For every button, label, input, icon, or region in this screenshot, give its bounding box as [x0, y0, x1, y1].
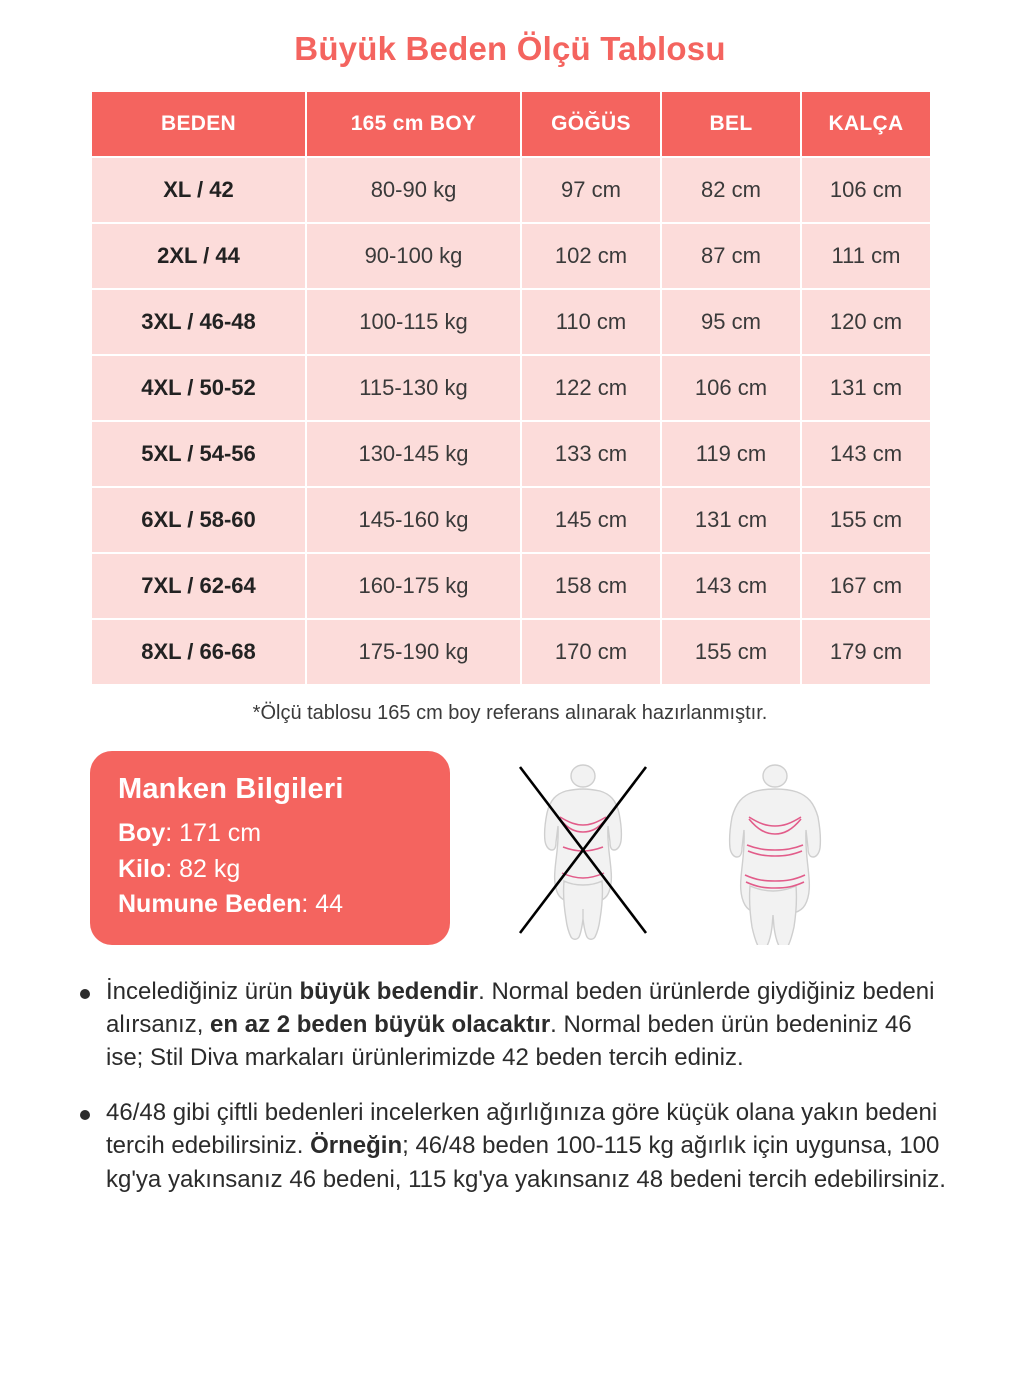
cell-hip: 155 cm [801, 487, 931, 553]
model-info-height [118, 816, 422, 852]
cell-size: 2XL / 44 [91, 223, 306, 289]
note-part: İncelediğiniz ürün [106, 978, 300, 1005]
note-text [106, 975, 950, 1074]
cell-size: 8XL / 66-68 [91, 619, 306, 685]
table-footnote: *Ölçü tablosu 165 cm boy referans alınarak hazırlanmıştır. [252, 702, 768, 724]
colon-separator: : [165, 854, 180, 883]
model-info-sample-size-label: Numune Beden [118, 890, 302, 918]
crossed-out-body-figure-svg [508, 755, 658, 945]
cell-weight: 130-145 kg [306, 421, 521, 487]
cell-weight: 100-115 kg [306, 289, 521, 355]
model-info-heading: Manken Bilgileri [118, 773, 344, 805]
table-row [91, 619, 931, 685]
cell-waist: 119 cm [661, 421, 801, 487]
note-part: 46/48 gibi çiftli bedenleri incelerken ağırlığınıza göre küçük olana yakın bedeni tercih edebilirsiniz. [106, 1099, 938, 1160]
list-item [70, 1096, 950, 1195]
cell-hip: 179 cm [801, 619, 931, 685]
cell-bust: 110 cm [521, 289, 661, 355]
note-part-bold: Örneğin [310, 1132, 403, 1160]
cell-hip: 143 cm [801, 421, 931, 487]
cell-waist: 143 cm [661, 553, 801, 619]
colon-separator: : [165, 819, 180, 847]
column-header-bel: BEL [661, 91, 801, 157]
table-row [91, 355, 931, 421]
table-row [91, 289, 931, 355]
page-title: Büyük Beden Ölçü Tablosu [294, 30, 726, 67]
model-info-card [90, 751, 450, 945]
note-part: . Normal beden ürünlerde giydiğiniz bedeni alırsanız, [106, 978, 935, 1039]
colon-separator: : [301, 890, 316, 918]
cell-size: 3XL / 46-48 [91, 289, 306, 355]
size-table [90, 90, 932, 686]
cell-bust: 102 cm [521, 223, 661, 289]
cell-hip: 120 cm [801, 289, 931, 355]
size-table-container [90, 90, 930, 725]
table-row [91, 421, 931, 487]
cell-waist: 82 cm [661, 157, 801, 223]
note-part-bold: en az 2 beden büyük olacaktır [210, 1011, 551, 1039]
measurement-body-figure-svg [700, 755, 850, 945]
cell-hip: 106 cm [801, 157, 931, 223]
cell-size: 4XL / 50-52 [91, 355, 306, 421]
list-item [70, 975, 950, 1074]
column-header-kalca: KALÇA [801, 91, 931, 157]
cell-weight: 115-130 kg [306, 355, 521, 421]
cell-bust: 133 cm [521, 421, 661, 487]
table-row [91, 487, 931, 553]
measurement-body-figure [700, 755, 850, 945]
table-header-row [91, 91, 931, 157]
cell-waist: 106 cm [661, 355, 801, 421]
bullet-icon [80, 1110, 90, 1120]
column-header-boy: 165 cm BOY [306, 91, 521, 157]
cell-bust: 97 cm [521, 157, 661, 223]
cell-waist: 155 cm [661, 619, 801, 685]
cell-waist: 131 cm [661, 487, 801, 553]
bullet-icon [80, 989, 90, 999]
crossed-out-body-figure [508, 755, 658, 945]
cell-bust: 170 cm [521, 619, 661, 685]
cell-size: XL / 42 [91, 157, 306, 223]
cell-weight: 90-100 kg [306, 223, 521, 289]
cell-bust: 158 cm [521, 553, 661, 619]
cell-bust: 145 cm [521, 487, 661, 553]
model-info-weight-label: Kilo [118, 854, 166, 883]
model-info-sample-size [118, 887, 422, 923]
cell-hip: 111 cm [801, 223, 931, 289]
cell-size: 7XL / 62-64 [91, 553, 306, 619]
cell-hip: 131 cm [801, 355, 931, 421]
note-part: ; 46/48 beden 100-115 kg ağırlık için uygunsa, 100 kg'ya yakınsanız 46 bedeni, 115 kg'ya yakınsanız 48 bedeni tercih edebilirsiniz. [106, 1132, 946, 1193]
cell-bust: 122 cm [521, 355, 661, 421]
table-row [91, 157, 931, 223]
column-header-beden: BEDEN [91, 91, 306, 157]
model-info-sample-size-value: 44 [315, 890, 344, 918]
model-info-height-value: 171 cm [179, 819, 262, 847]
model-info-weight-value: 82 kg [179, 854, 241, 883]
note-part: . Normal beden ürün bedeniniz 46 ise; Stil Diva markaları ürünlerimizde 42 beden tercih ediniz. [106, 1011, 912, 1072]
size-chart-page [0, 30, 1020, 1390]
notes-list [70, 975, 950, 1196]
model-and-figures [90, 751, 930, 945]
model-info-weight [118, 852, 422, 888]
note-part-bold: büyük bedendir [299, 978, 479, 1005]
cell-weight: 145-160 kg [306, 487, 521, 553]
cell-weight: 160-175 kg [306, 553, 521, 619]
model-info-height-label: Boy [118, 819, 166, 847]
column-header-gogus: GÖĞÜS [521, 91, 661, 157]
cell-weight: 80-90 kg [306, 157, 521, 223]
table-row [91, 553, 931, 619]
cell-size: 5XL / 54-56 [91, 421, 306, 487]
cell-hip: 167 cm [801, 553, 931, 619]
body-figures [508, 755, 850, 945]
cell-waist: 95 cm [661, 289, 801, 355]
cell-waist: 87 cm [661, 223, 801, 289]
cell-size: 6XL / 58-60 [91, 487, 306, 553]
note-text [106, 1096, 950, 1195]
cell-weight: 175-190 kg [306, 619, 521, 685]
table-row [91, 223, 931, 289]
